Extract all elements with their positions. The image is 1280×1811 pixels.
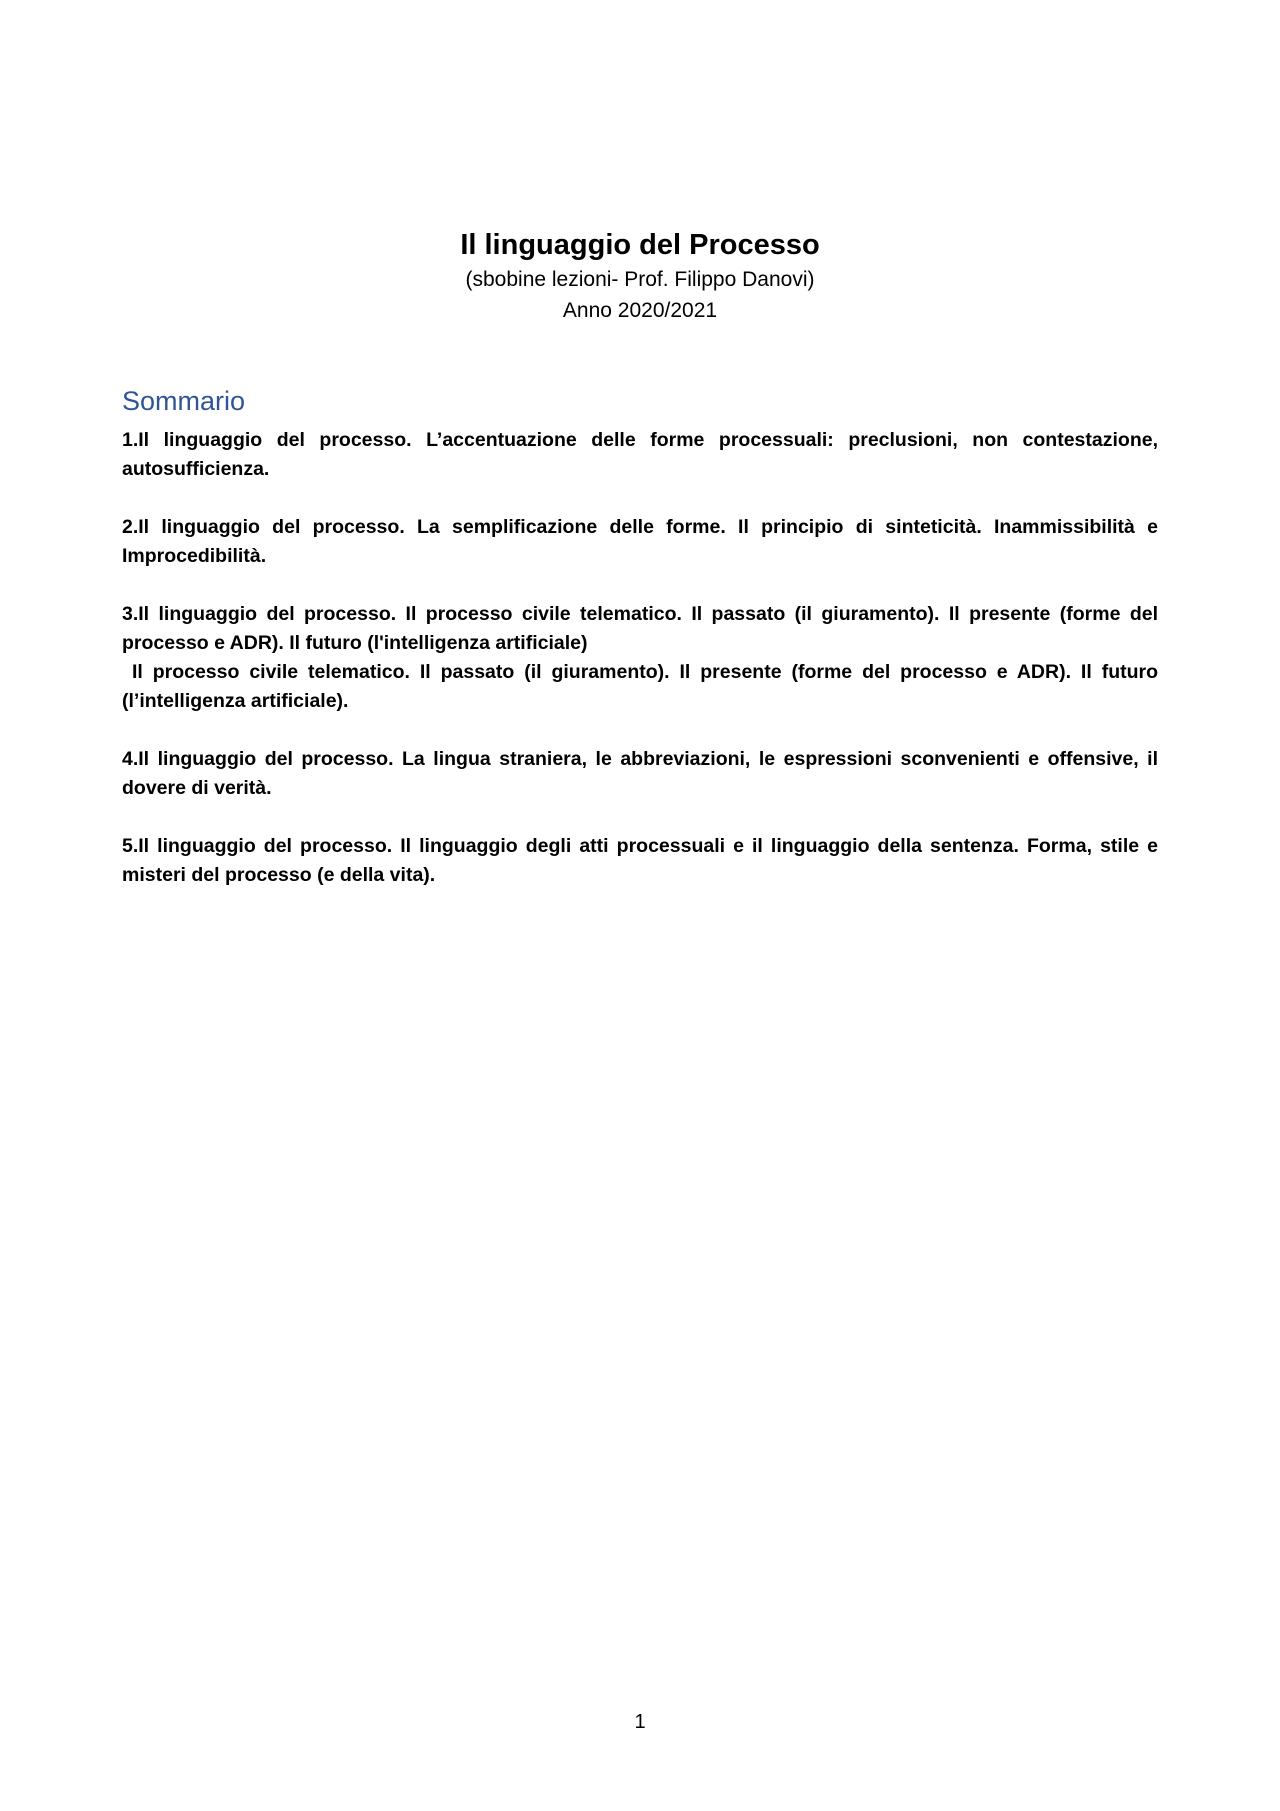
toc-entry-text: 4.Il linguaggio del processo. La lingua straniera, le abbreviazioni, le espressioni sconvenienti e offensive, il dovere di verità.	[122, 748, 1158, 799]
document-header	[0, 226, 1280, 326]
toc-entry-1[interactable]	[122, 426, 1158, 484]
toc-entry-text: 3.Il linguaggio del processo. Il processo civile telematico. Il passato (il giuramento). Il presente (forme del processo e ADR). Il futuro (l'intelligenza artificiale)	[122, 603, 1158, 654]
toc-entry-text-continued: Il processo civile telematico. Il passato (il giuramento). Il presente (forme del processo e ADR). Il futuro (l’intelligenza artificiale).	[122, 661, 1164, 712]
document-year: Anno 2020/2021	[562, 299, 718, 322]
table-of-contents	[122, 382, 1164, 919]
toc-entry-text: 5.Il linguaggio del processo. Il linguaggio degli atti processuali e il linguaggio della sentenza. Forma, stile e misteri del processo (e della vita).	[122, 835, 1158, 886]
document-title: Il linguaggio del Processo	[460, 229, 820, 261]
toc-entry-4[interactable]	[122, 745, 1158, 803]
page-number: 1	[634, 1711, 646, 1733]
toc-entry-3[interactable]	[122, 600, 1164, 716]
document-subtitle: (sbobine lezioni- Prof. Filippo Danovi)	[465, 268, 815, 291]
toc-heading: Sommario	[122, 386, 246, 416]
toc-entry-text: 2.Il linguaggio del processo. La semplificazione delle forme. Il principio di sinteticità. Inammissibilità e Improcedibilità.	[122, 516, 1158, 567]
toc-entry-2[interactable]	[122, 513, 1158, 571]
toc-entry-text: 1.Il linguaggio del processo. L’accentuazione delle forme processuali: preclusioni, non contestazione, autosufficienza.	[122, 429, 1158, 480]
toc-entry-5[interactable]	[122, 832, 1158, 890]
